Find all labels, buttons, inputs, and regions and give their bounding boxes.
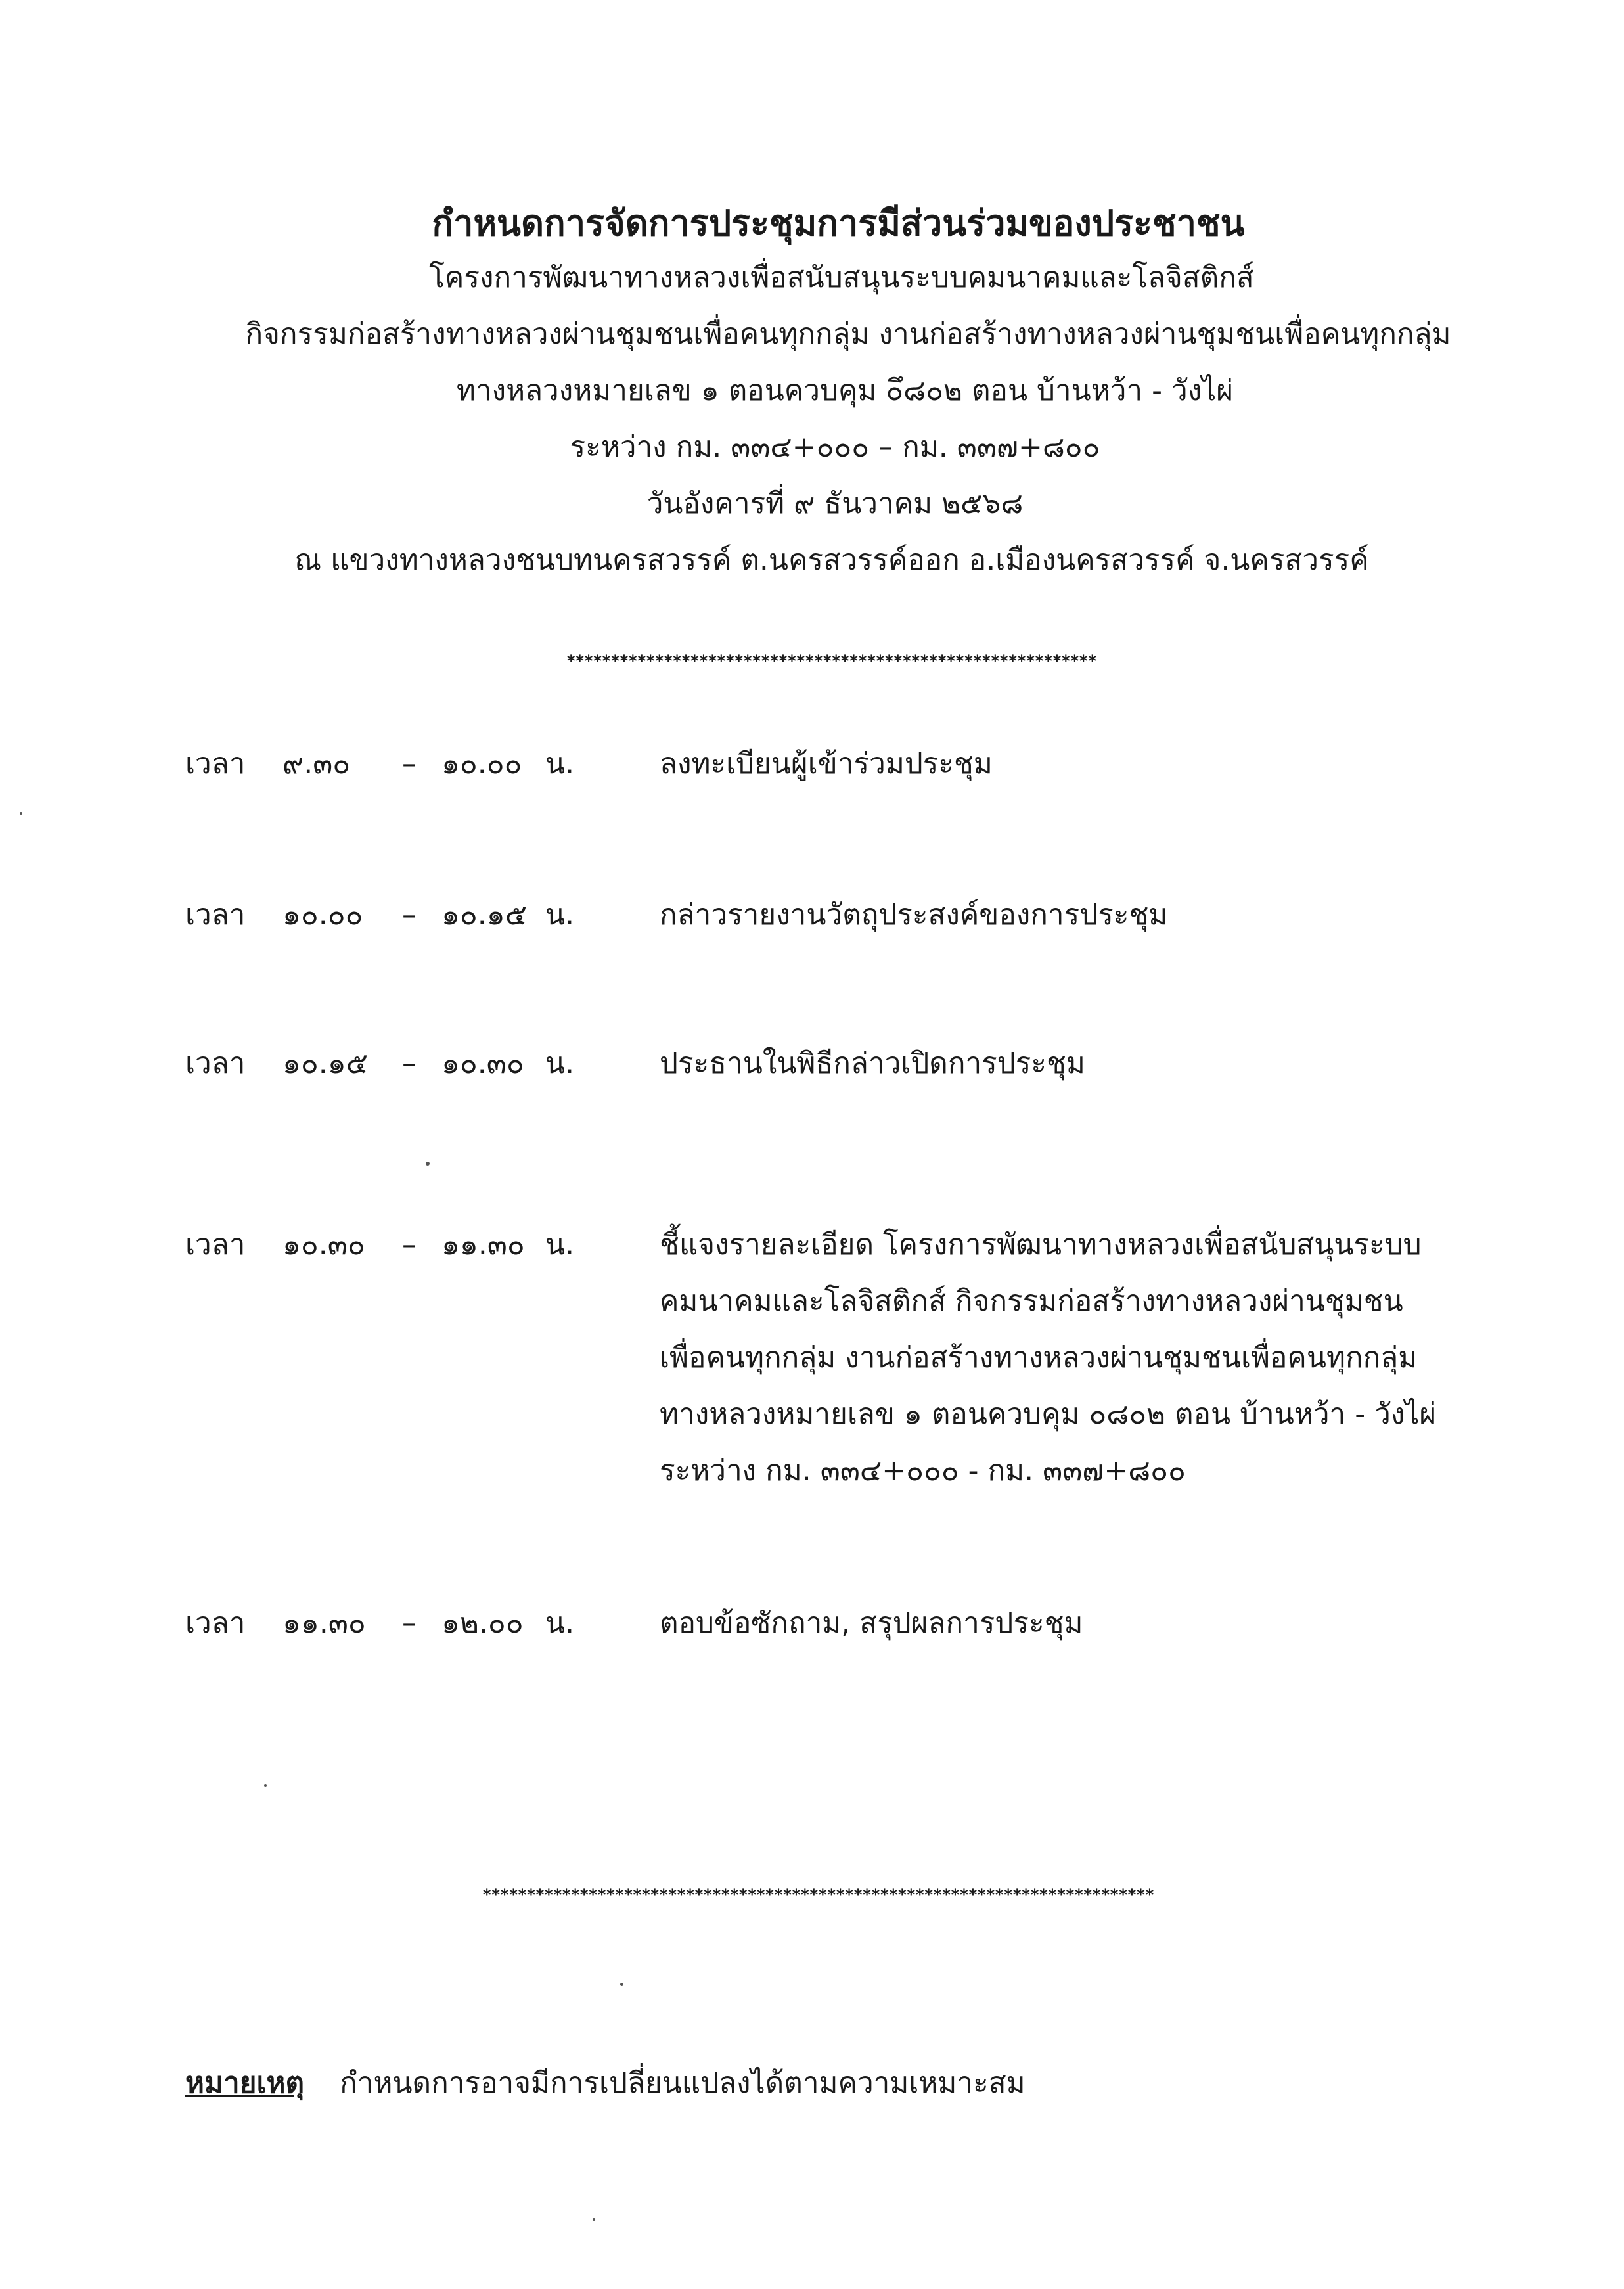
end-time: ๑๐.๓๐ xyxy=(441,1047,524,1080)
activity-line: ตอบข้อซักถาม, สรุปผลการประชุม xyxy=(660,1606,1083,1640)
time-dash: – xyxy=(402,747,417,781)
activity-line: กล่าวรายงานวัตถุประสงค์ของการประชุม xyxy=(660,898,1168,932)
activity-line: เพื่อคนทุกกลุ่ม งานก่อสร้างทางหลวงผ่านชุมชนเพื่อคนทุกกลุ่ม xyxy=(660,1341,1418,1374)
time-unit: น. xyxy=(545,747,575,781)
page-title: กำหนดการจัดการประชุมการมีส่วนร่วมของประชาชน xyxy=(432,202,1245,244)
activity-description xyxy=(660,1035,1500,1092)
activity-description xyxy=(660,736,1500,792)
scan-speck xyxy=(264,1784,267,1787)
time-dash: – xyxy=(402,1606,417,1640)
end-time: ๑๐.๑๕ xyxy=(441,898,528,932)
time-dash: – xyxy=(402,898,417,932)
activity-line: ชี้แจงรายละเอียด โครงการพัฒนาทางหลวงเพื่อสนับสนุนระบบ xyxy=(660,1228,1422,1261)
separator-bottom: **************************************************************************** xyxy=(482,1886,1154,1904)
separator-top: ************************************************************ xyxy=(566,652,1096,670)
time-unit: น. xyxy=(545,1228,575,1261)
project-name: โครงการพัฒนาทางหลวงเพื่อสนับสนุนระบบคมนาคมและโลจิสติกส์ xyxy=(429,261,1254,294)
footnote xyxy=(185,2055,1026,2112)
time-dash: – xyxy=(402,1228,417,1261)
time-dash: – xyxy=(402,1047,417,1080)
activity-line: ลงทะเบียนผู้เข้าร่วมประชุม xyxy=(660,747,993,781)
highway-info: ทางหลวงหมายเลข ๑ ตอนควบคุม ๐ึ๘๐๒ ตอน บ้านหว้า - วังไผ่ xyxy=(456,374,1234,407)
start-time: ๑๐.๑๕ xyxy=(282,1047,369,1080)
end-time: ๑๑.๓๐ xyxy=(441,1228,525,1261)
time-unit: น. xyxy=(545,898,575,932)
activity-description xyxy=(660,887,1500,943)
activity-line: คมนาคมและโลจิสติกส์ กิจกรรมก่อสร้างทางหลวงผ่านชุมชน xyxy=(660,1284,1403,1318)
meeting-date: วันอังคารที่ ๙ ธันวาคม ๒๕๖๘ xyxy=(646,487,1024,520)
activity-description xyxy=(660,1217,1500,1499)
activity-name: กิจกรรมก่อสร้างทางหลวงผ่านชุมชนเพื่อคนทุกกลุ่ม งานก่อสร้างทางหลวงผ่านชุมชนเพื่อคนทุกกลุ่ม xyxy=(245,317,1451,351)
meeting-venue: ณ แขวงทางหลวงชนบทนครสวรรค์ ต.นครสวรรค์ออก อ.เมืองนครสวรรค์ จ.นครสวรรค์ xyxy=(294,543,1369,577)
activity-line: ประธานในพิธีกล่าวเปิดการประชุม xyxy=(660,1047,1085,1080)
activity-line: ระหว่าง กม. ๓๓๔+๐๐๐ - กม. ๓๓๗+๘๐๐ xyxy=(660,1454,1186,1487)
time-label: เวลา xyxy=(185,1047,246,1080)
note-text: กำหนดการอาจมีการเปลี่ยนแปลงได้ตามความเหมาะสม xyxy=(340,2066,1026,2100)
time-unit: น. xyxy=(545,1047,575,1080)
document-header xyxy=(0,197,1624,589)
scan-speck xyxy=(426,1162,430,1166)
time-label: เวลา xyxy=(185,1606,246,1640)
scan-speck xyxy=(593,2218,595,2221)
start-time: ๑๐.๐๐ xyxy=(282,898,363,932)
scan-speck xyxy=(620,1983,623,1986)
activity-description xyxy=(660,1595,1500,1652)
time-label: เวลา xyxy=(185,898,246,932)
time-label: เวลา xyxy=(185,1228,246,1261)
start-time: ๙.๓๐ xyxy=(282,747,351,781)
end-time: ๑๒.๐๐ xyxy=(441,1606,524,1640)
scan-speck xyxy=(20,812,22,815)
end-time: ๑๐.๐๐ xyxy=(441,747,522,781)
note-label: หมายเหตุ xyxy=(185,2066,305,2100)
start-time: ๑๑.๓๐ xyxy=(282,1606,366,1640)
time-unit: น. xyxy=(545,1606,575,1640)
activity-line: ทางหลวงหมายเลข ๑ ตอนควบคุม ๐๘๐๒ ตอน บ้านหว้า - วังไผ่ xyxy=(660,1397,1437,1431)
time-label: เวลา xyxy=(185,747,246,781)
km-range: ระหว่าง กม. ๓๓๔+๐๐๐ – กม. ๓๓๗+๘๐๐ xyxy=(570,430,1100,464)
start-time: ๑๐.๓๐ xyxy=(282,1228,365,1261)
